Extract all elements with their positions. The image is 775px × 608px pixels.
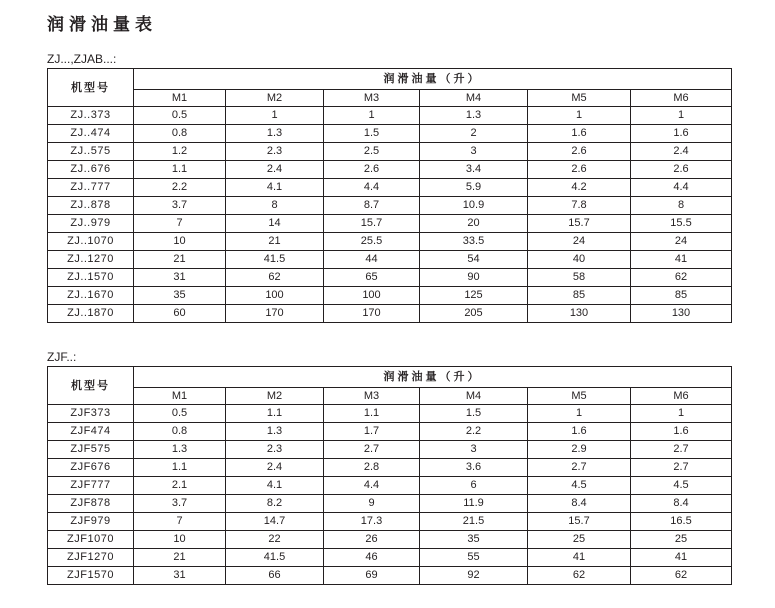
oil-value-cell: 2.6	[528, 143, 631, 161]
oil-table-zjf	[47, 366, 732, 585]
oil-value-cell: 4.5	[528, 477, 631, 495]
oil-value-cell: 24	[631, 233, 732, 251]
oil-value-cell: 21.5	[420, 513, 528, 531]
model-cell: ZJF777	[48, 477, 134, 495]
oil-amount-header: 润滑油量（升）	[134, 69, 732, 90]
oil-value-cell: 2.8	[324, 459, 420, 477]
oil-value-cell: 1.1	[226, 405, 324, 423]
oil-value-cell: 205	[420, 305, 528, 323]
oil-value-cell: 1	[631, 107, 732, 125]
oil-value-cell: 58	[528, 269, 631, 287]
oil-value-cell: 62	[631, 567, 732, 585]
oil-value-cell: 4.2	[528, 179, 631, 197]
oil-value-cell: 7	[134, 513, 226, 531]
oil-value-cell: 3.7	[134, 495, 226, 513]
oil-value-cell: 85	[528, 287, 631, 305]
page-title: 润滑油量表	[47, 15, 157, 35]
oil-value-cell: 5.9	[420, 179, 528, 197]
table-row	[48, 233, 732, 251]
oil-value-cell: 1.3	[226, 125, 324, 143]
oil-value-cell: 9	[324, 495, 420, 513]
model-cell: ZJF575	[48, 441, 134, 459]
model-cell: ZJ..979	[48, 215, 134, 233]
oil-value-cell: 7	[134, 215, 226, 233]
section-label-zjf: ZJF..:	[47, 350, 77, 364]
table-row	[48, 251, 732, 269]
model-cell: ZJ..676	[48, 161, 134, 179]
oil-value-cell: 3.4	[420, 161, 528, 179]
oil-value-cell: 2.4	[631, 143, 732, 161]
oil-value-cell: 1.5	[420, 405, 528, 423]
table-row	[48, 495, 732, 513]
oil-value-cell: 90	[420, 269, 528, 287]
oil-value-cell: 22	[226, 531, 324, 549]
oil-value-cell: 2.6	[631, 161, 732, 179]
oil-value-cell: 44	[324, 251, 420, 269]
oil-value-cell: 10	[134, 531, 226, 549]
oil-value-cell: 69	[324, 567, 420, 585]
oil-value-cell: 15.5	[631, 215, 732, 233]
oil-value-cell: 14.7	[226, 513, 324, 531]
oil-value-cell: 1.6	[631, 423, 732, 441]
oil-value-cell: 41.5	[226, 549, 324, 567]
oil-value-cell: 66	[226, 567, 324, 585]
table-row	[48, 405, 732, 423]
oil-value-cell: 25.5	[324, 233, 420, 251]
column-header: M1	[134, 388, 226, 405]
oil-value-cell: 4.1	[226, 477, 324, 495]
oil-value-cell: 1.1	[134, 161, 226, 179]
oil-value-cell: 8	[226, 197, 324, 215]
column-header: M6	[631, 388, 732, 405]
oil-amount-header: 润滑油量（升）	[134, 367, 732, 388]
oil-value-cell: 8	[631, 197, 732, 215]
oil-value-cell: 0.8	[134, 125, 226, 143]
oil-value-cell: 130	[528, 305, 631, 323]
oil-value-cell: 35	[420, 531, 528, 549]
oil-value-cell: 21	[134, 251, 226, 269]
table-row	[48, 513, 732, 531]
oil-value-cell: 2.3	[226, 441, 324, 459]
oil-value-cell: 41.5	[226, 251, 324, 269]
table-row	[48, 107, 732, 125]
column-header: M3	[324, 388, 420, 405]
oil-value-cell: 2.7	[528, 459, 631, 477]
oil-value-cell: 41	[631, 251, 732, 269]
table-row	[48, 215, 732, 233]
oil-value-cell: 21	[226, 233, 324, 251]
table-row	[48, 305, 732, 323]
oil-value-cell: 3.6	[420, 459, 528, 477]
oil-value-cell: 2.2	[134, 179, 226, 197]
section-label-zj: ZJ...,ZJAB...:	[47, 52, 117, 66]
model-cell: ZJ..474	[48, 125, 134, 143]
oil-value-cell: 62	[631, 269, 732, 287]
oil-value-cell: 4.4	[324, 477, 420, 495]
oil-value-cell: 25	[528, 531, 631, 549]
oil-value-cell: 1.6	[528, 423, 631, 441]
oil-value-cell: 26	[324, 531, 420, 549]
oil-value-cell: 14	[226, 215, 324, 233]
oil-value-cell: 2.4	[226, 459, 324, 477]
oil-value-cell: 1.6	[631, 125, 732, 143]
oil-value-cell: 7.8	[528, 197, 631, 215]
model-cell: ZJF878	[48, 495, 134, 513]
oil-value-cell: 2.1	[134, 477, 226, 495]
oil-value-cell: 62	[528, 567, 631, 585]
oil-value-cell: 130	[631, 305, 732, 323]
oil-value-cell: 65	[324, 269, 420, 287]
oil-value-cell: 21	[134, 549, 226, 567]
oil-value-cell: 8.4	[528, 495, 631, 513]
column-header: M4	[420, 388, 528, 405]
oil-value-cell: 1	[324, 107, 420, 125]
oil-value-cell: 1.1	[324, 405, 420, 423]
oil-value-cell: 4.4	[324, 179, 420, 197]
oil-value-cell: 1.3	[420, 107, 528, 125]
model-cell: ZJF1570	[48, 567, 134, 585]
table-row	[48, 531, 732, 549]
oil-value-cell: 0.5	[134, 107, 226, 125]
oil-value-cell: 2.6	[324, 161, 420, 179]
table-row	[48, 269, 732, 287]
column-header: M3	[324, 90, 420, 107]
oil-value-cell: 1.2	[134, 143, 226, 161]
table-row	[48, 477, 732, 495]
table-row	[48, 441, 732, 459]
oil-value-cell: 8.4	[631, 495, 732, 513]
column-header: M5	[528, 90, 631, 107]
oil-value-cell: 2	[420, 125, 528, 143]
oil-value-cell: 1.5	[324, 125, 420, 143]
oil-value-cell: 4.4	[631, 179, 732, 197]
oil-value-cell: 15.7	[324, 215, 420, 233]
oil-value-cell: 60	[134, 305, 226, 323]
oil-value-cell: 2.6	[528, 161, 631, 179]
column-header: M2	[226, 90, 324, 107]
oil-value-cell: 54	[420, 251, 528, 269]
model-cell: ZJ..1070	[48, 233, 134, 251]
table-row	[48, 567, 732, 585]
oil-value-cell: 8.2	[226, 495, 324, 513]
model-column-header: 机型号	[48, 367, 134, 405]
model-cell: ZJ..1670	[48, 287, 134, 305]
column-header: M4	[420, 90, 528, 107]
model-cell: ZJ..575	[48, 143, 134, 161]
model-cell: ZJ..777	[48, 179, 134, 197]
model-cell: ZJF1270	[48, 549, 134, 567]
oil-value-cell: 100	[324, 287, 420, 305]
oil-value-cell: 2.7	[631, 441, 732, 459]
oil-value-cell: 17.3	[324, 513, 420, 531]
oil-value-cell: 24	[528, 233, 631, 251]
oil-value-cell: 31	[134, 567, 226, 585]
oil-value-cell: 2.5	[324, 143, 420, 161]
table-row	[48, 125, 732, 143]
oil-value-cell: 31	[134, 269, 226, 287]
oil-value-cell: 6	[420, 477, 528, 495]
oil-value-cell: 16.5	[631, 513, 732, 531]
oil-value-cell: 1	[528, 107, 631, 125]
model-cell: ZJF1070	[48, 531, 134, 549]
oil-value-cell: 8.7	[324, 197, 420, 215]
oil-value-cell: 1	[631, 405, 732, 423]
model-cell: ZJF979	[48, 513, 134, 531]
model-cell: ZJF676	[48, 459, 134, 477]
table-row	[48, 287, 732, 305]
column-header: M2	[226, 388, 324, 405]
oil-value-cell: 1.3	[226, 423, 324, 441]
oil-value-cell: 1	[528, 405, 631, 423]
column-header: M6	[631, 90, 732, 107]
oil-value-cell: 62	[226, 269, 324, 287]
model-cell: ZJF474	[48, 423, 134, 441]
oil-value-cell: 10.9	[420, 197, 528, 215]
oil-value-cell: 2.7	[324, 441, 420, 459]
oil-value-cell: 170	[324, 305, 420, 323]
oil-value-cell: 1.6	[528, 125, 631, 143]
table-row	[48, 161, 732, 179]
oil-value-cell: 41	[528, 549, 631, 567]
oil-value-cell: 85	[631, 287, 732, 305]
oil-value-cell: 1.3	[134, 441, 226, 459]
oil-value-cell: 0.5	[134, 405, 226, 423]
table-row	[48, 423, 732, 441]
model-cell: ZJ..1870	[48, 305, 134, 323]
model-cell: ZJ..373	[48, 107, 134, 125]
oil-value-cell: 3.7	[134, 197, 226, 215]
oil-value-cell: 41	[631, 549, 732, 567]
model-cell: ZJ..878	[48, 197, 134, 215]
table-row	[48, 549, 732, 567]
oil-value-cell: 3	[420, 441, 528, 459]
table-row	[48, 179, 732, 197]
model-column-header: 机型号	[48, 69, 134, 107]
oil-value-cell: 35	[134, 287, 226, 305]
oil-value-cell: 1	[226, 107, 324, 125]
table-row	[48, 143, 732, 161]
column-header: M5	[528, 388, 631, 405]
oil-value-cell: 46	[324, 549, 420, 567]
oil-value-cell: 40	[528, 251, 631, 269]
oil-value-cell: 92	[420, 567, 528, 585]
model-cell: ZJF373	[48, 405, 134, 423]
oil-value-cell: 1.7	[324, 423, 420, 441]
oil-value-cell: 2.7	[631, 459, 732, 477]
model-cell: ZJ..1570	[48, 269, 134, 287]
oil-value-cell: 33.5	[420, 233, 528, 251]
table-row	[48, 459, 732, 477]
oil-value-cell: 4.1	[226, 179, 324, 197]
oil-value-cell: 2.4	[226, 161, 324, 179]
oil-value-cell: 15.7	[528, 513, 631, 531]
oil-value-cell: 15.7	[528, 215, 631, 233]
oil-value-cell: 170	[226, 305, 324, 323]
oil-value-cell: 25	[631, 531, 732, 549]
oil-value-cell: 2.3	[226, 143, 324, 161]
column-header: M1	[134, 90, 226, 107]
oil-value-cell: 10	[134, 233, 226, 251]
oil-value-cell: 55	[420, 549, 528, 567]
oil-value-cell: 1.1	[134, 459, 226, 477]
oil-value-cell: 2.2	[420, 423, 528, 441]
oil-value-cell: 100	[226, 287, 324, 305]
oil-value-cell: 0.8	[134, 423, 226, 441]
oil-value-cell: 125	[420, 287, 528, 305]
oil-table-zj	[47, 68, 732, 323]
oil-value-cell: 4.5	[631, 477, 732, 495]
table-row	[48, 197, 732, 215]
oil-value-cell: 11.9	[420, 495, 528, 513]
model-cell: ZJ..1270	[48, 251, 134, 269]
oil-value-cell: 3	[420, 143, 528, 161]
oil-value-cell: 20	[420, 215, 528, 233]
oil-value-cell: 2.9	[528, 441, 631, 459]
